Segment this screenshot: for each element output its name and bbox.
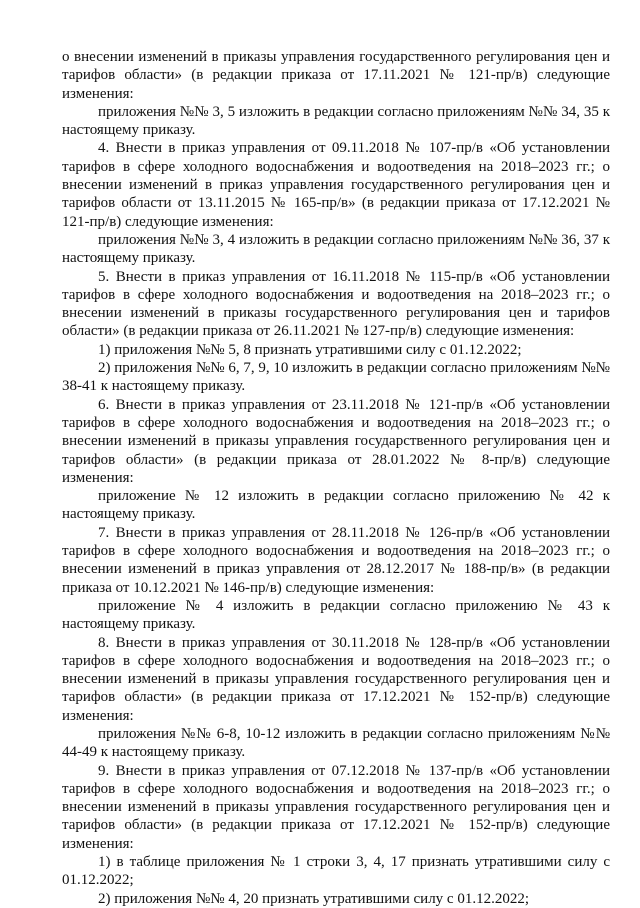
paragraph: 8. Внести в приказ управления от 30.11.2018 № 128-пр/в «Об установлении тарифов в сфере холодного водоснабжения и водоотведения на 2018–2023 гг.; о внесении изменений в приказы управления государственного регулирования цен и тарифов области» (в редакции приказа от 17.12.2021 № 152-пр/в) следующие изменения: xyxy=(62,634,610,724)
paragraph: 4. Внести в приказ управления от 09.11.2018 № 107-пр/в «Об установлении тарифов в сфере холодного водоснабжения и водоотведения на 2018–2023 гг.; о внесении изменений в приказ управления государственного регулирования цен и тарифов области от 13.11.2015 № 165-пр/в» (в редакции приказа от 17.12.2021 № 121-пр/в) следующие изменения: xyxy=(62,140,610,230)
paragraph: 9. Внести в приказ управления от 07.12.2018 № 137-пр/в «Об установлении тарифов в сфере холодного водоснабжения и водоотведения на 2018–2023 гг.; о внесении изменений в приказы управления государственного регулирования цен и тарифов области» (в редакции приказа от 17.12.2021 № 152-пр/в) следующие изменения: xyxy=(62,762,610,852)
paragraph: приложения №№ 3, 4 изложить в редакции согласно приложениям №№ 36, 37 к настоящему приказу. xyxy=(62,231,610,267)
document-body xyxy=(62,48,610,908)
paragraph: приложения №№ 3, 5 изложить в редакции согласно приложениям №№ 34, 35 к настоящему приказу. xyxy=(62,103,610,139)
paragraph: 6. Внести в приказ управления от 23.11.2018 № 121-пр/в «Об установлении тарифов в сфере холодного водоснабжения и водоотведения на 2018–2023 гг.; о внесении изменений в приказы управления государственного регулирования цен и тарифов области» (в редакции приказа от 28.01.2022 № 8-пр/в) следующие изменения: xyxy=(62,396,610,486)
paragraph: 5. Внести в приказ управления от 16.11.2018 № 115-пр/в «Об установлении тарифов в сфере холодного водоснабжения и водоотведения на 2018–2023 гг.; о внесении изменений в приказы государственного регулирования цен и тарифов области» (в редакции приказа от 26.11.2021 № 127-пр/в) следующие изменения: xyxy=(62,268,610,340)
paragraph: приложения №№ 6-8, 10-12 изложить в редакции согласно приложениям №№ 44-49 к настоящему приказу. xyxy=(62,725,610,761)
paragraph: 1) приложения №№ 5, 8 признать утратившими силу с 01.12.2022; xyxy=(98,341,522,358)
paragraph: приложение № 12 изложить в редакции согласно приложению № 42 к настоящему приказу. xyxy=(62,488,610,523)
paragraph: 7. Внести в приказ управления от 28.11.2018 № 126-пр/в «Об установлении тарифов в сфере холодного водоснабжения и водоотведения на 2018–2023 гг.; о внесении изменений в приказ управления от 28.12.2017 № 188-пр/в» (в редакции приказа от 10.12.2021 № 146-пр/в) следующие изменения: xyxy=(62,524,610,596)
paragraph: о внесении изменений в приказы управления государственного регулирования цен и тарифов области» (в редакции приказа от 17.11.2021 № 121-пр/в) следующие изменения: xyxy=(62,49,610,102)
paragraph: приложение № 4 изложить в редакции согласно приложению № 43 к настоящему приказу. xyxy=(62,597,610,633)
paragraph: 2) приложения №№ 4, 20 признать утратившими силу с 01.12.2022; xyxy=(98,890,530,907)
paragraph: 1) в таблице приложения № 1 строки 3, 4, 17 признать утратившими силу с 01.12.2022; xyxy=(62,854,610,889)
paragraph: 2) приложения №№ 6, 7, 9, 10 изложить в редакции согласно приложениям №№ 38-41 к настоящему приказу. xyxy=(62,360,610,395)
